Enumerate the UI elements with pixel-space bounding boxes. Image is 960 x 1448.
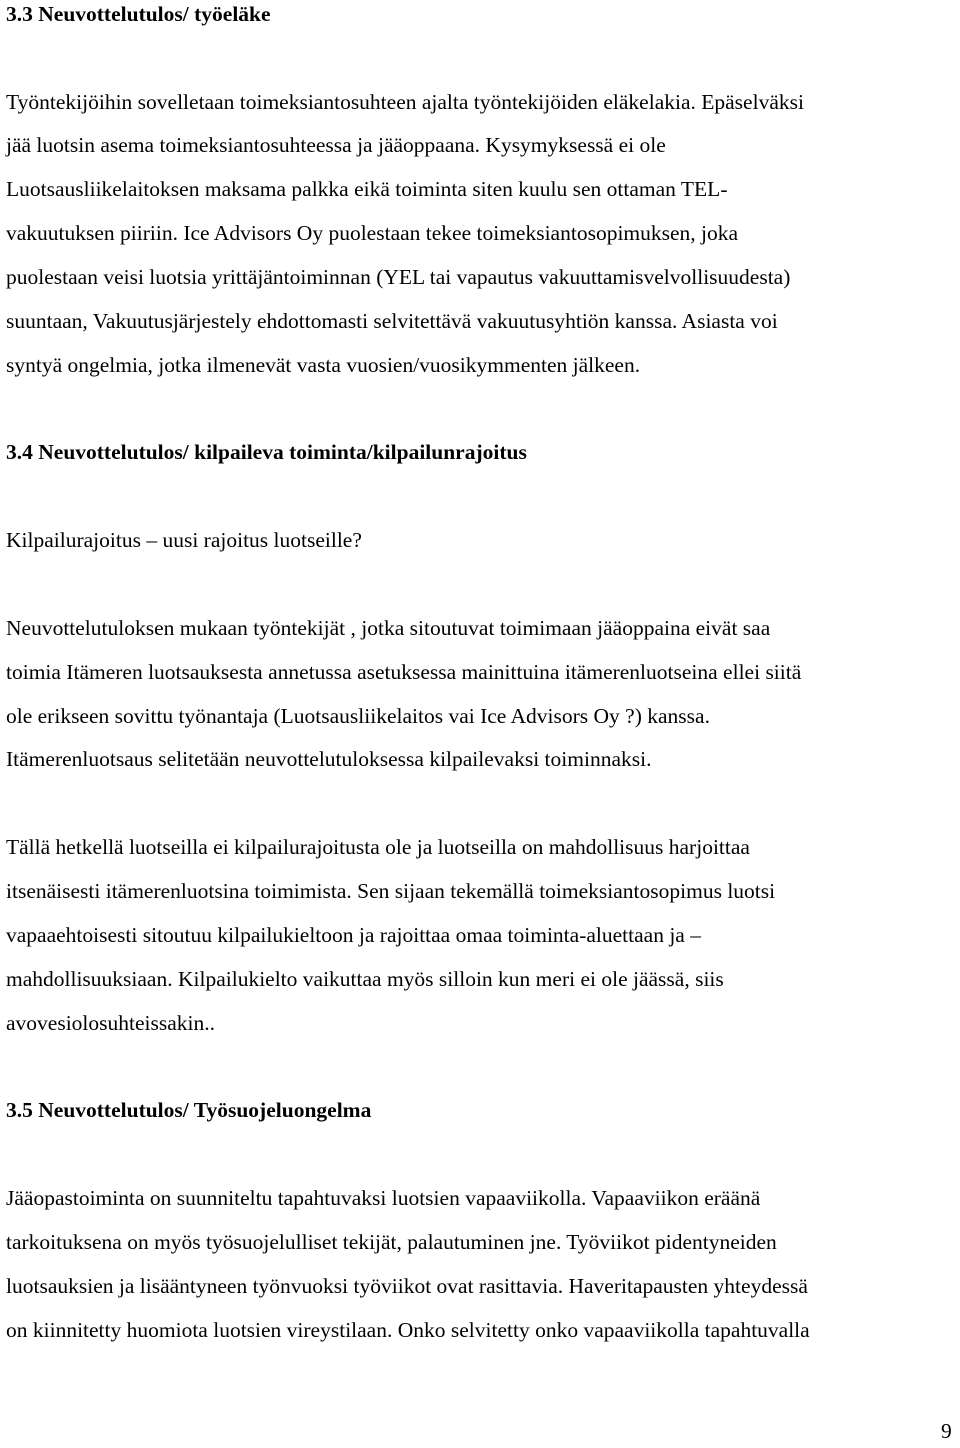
section-3-4-p1-line-3: ole erikseen sovittu työnantaja (Luotsausliikelaitos vai Ice Advisors Oy ?) kanssa. [6, 704, 710, 728]
section-3-5-line-3: luotsauksien ja lisääntyneen työnvuoksi työviikot ovat rasittavia. Haveritapausten yhteydessä [6, 1274, 808, 1298]
section-3-3-line-1: Työntekijöihin sovelletaan toimeksiantosuhteen ajalta työntekijöiden eläkelakia. Epäselväksi [6, 90, 804, 114]
section-3-4-p2-line-4: mahdollisuuksiaan. Kilpailukielto vaikuttaa myös silloin kun meri ei ole jäässä, siis [6, 967, 724, 991]
section-3-5-line-2: tarkoituksena on myös työsuojelulliset tekijät, palautuminen jne. Työviikot pidentyneiden [6, 1230, 777, 1254]
section-3-3-line-5: puolestaan veisi luotsia yrittäjäntoiminnan (YEL tai vapautus vakuuttamisvelvollisuudesta) [6, 265, 791, 289]
section-3-4-p2-line-2: itsenäisesti itämerenluotsina toimimista. Sen sijaan tekemällä toimeksiantosopimus luotsi [6, 879, 776, 903]
section-3-4-p1-line-1: Neuvottelutuloksen mukaan työntekijät , jotka sitoutuvat toimimaan jääoppaina eivät saa [6, 616, 771, 640]
section-3-4-p1-line-2: toimia Itämeren luotsauksesta annetussa asetuksessa mainittuina itämerenluotseina ellei siitä [6, 660, 802, 684]
section-3-5-heading: 3.5 Neuvottelutulos/ Työsuojeluongelma [6, 1098, 372, 1122]
section-3-5-line-1: Jääopastoiminta on suunniteltu tapahtuvaksi luotsien vapaaviikolla. Vapaaviikon eräänä [6, 1186, 761, 1210]
section-3-3-line-2: jää luotsin asema toimeksiantosuhteessa ja jääoppaana. Kysymyksessä ei ole [6, 133, 666, 157]
section-3-4-p2-line-1: Tällä hetkellä luotseilla ei kilpailurajoitusta ole ja luotseilla on mahdollisuus harjoittaa [6, 835, 750, 859]
section-3-3-heading: 3.3 Neuvottelutulos/ työeläke [6, 2, 271, 26]
section-3-4-heading: 3.4 Neuvottelutulos/ kilpaileva toiminta/kilpailunrajoitus [6, 440, 527, 464]
section-3-4-subtitle: Kilpailurajoitus – uusi rajoitus luotseille? [6, 528, 362, 552]
section-3-3-line-3: Luotsausliikelaitoksen maksama palkka eikä toiminta siten kuulu sen ottaman TEL- [6, 177, 728, 201]
section-3-5-line-4: on kiinnitetty huomiota luotsien vireystilaan. Onko selvitetty onko vapaaviikolla tapahtuvalla [6, 1318, 810, 1342]
section-3-4-p2-line-5: avovesiolosuhteissakin.. [6, 1011, 216, 1035]
section-3-4-p2-line-3: vapaaehtoisesti sitoutuu kilpailukieltoon ja rajoittaa omaa toiminta-aluettaan ja – [6, 923, 701, 947]
section-3-3-line-4: vakuutuksen piiriin. Ice Advisors Oy puolestaan tekee toimeksiantosopimuksen, joka [6, 221, 739, 245]
page-number: 9 [941, 1419, 952, 1443]
section-3-3-line-6: suuntaan, Vakuutusjärjestely ehdottomasti selvitettävä vakuutusyhtiön kanssa. Asiasta voi [6, 309, 778, 333]
section-3-3-line-7: syntyä ongelmia, jotka ilmenevät vasta vuosien/vuosikymmenten jälkeen. [6, 353, 641, 377]
section-3-4-p1-line-4: Itämerenluotsaus selitetään neuvottelutuloksessa kilpailevaksi toiminnaksi. [6, 747, 652, 771]
